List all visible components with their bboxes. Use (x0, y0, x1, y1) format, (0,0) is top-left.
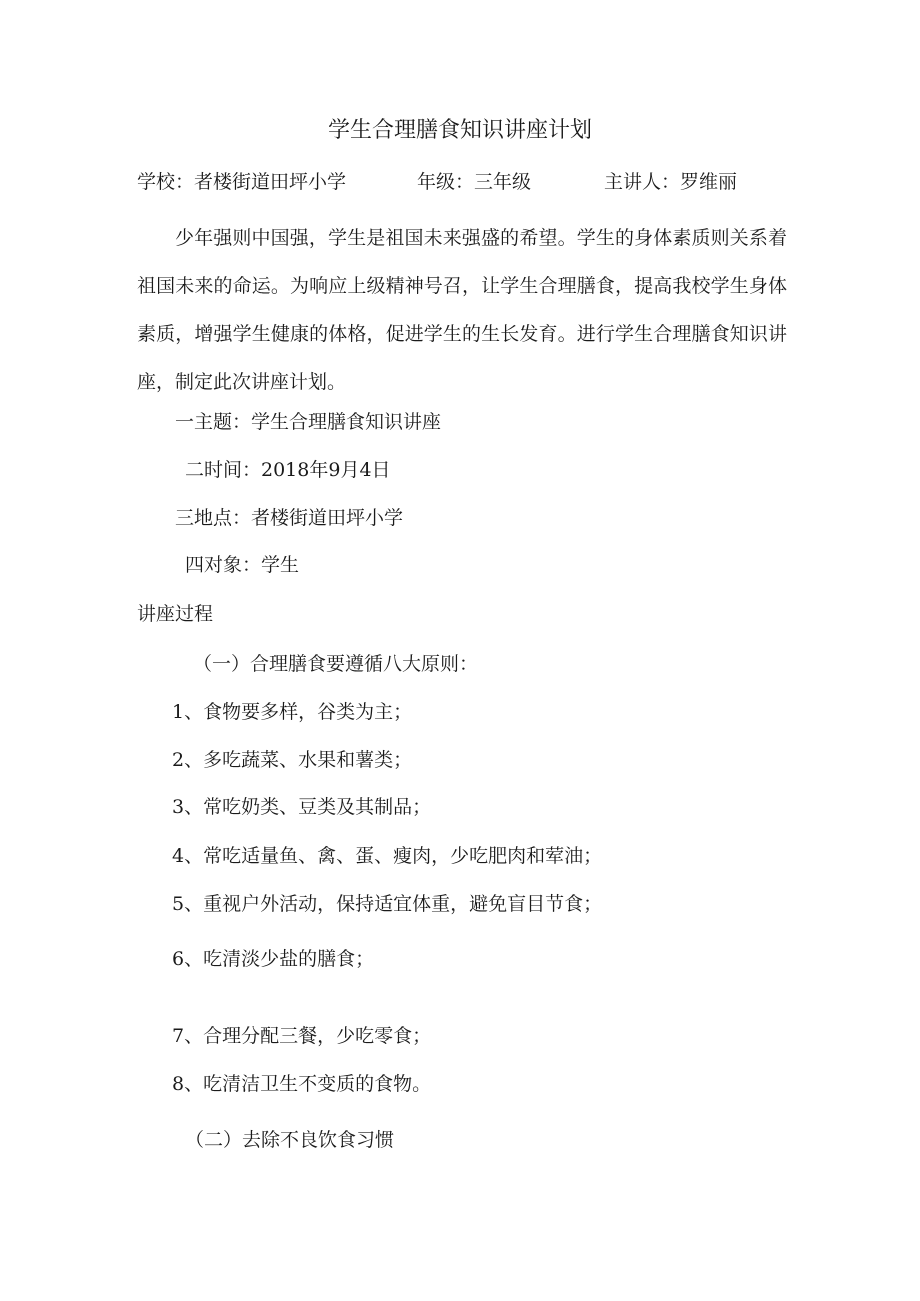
document-title: 学生合理膳食知识讲座计划 (327, 118, 592, 143)
meta-info-row (0, 169, 920, 195)
audience-item: 四对象：学生 (185, 554, 300, 576)
principle-item: 3、常吃奶类、豆类及其制品； (172, 796, 432, 818)
process-heading: 讲座过程 (137, 603, 214, 625)
section-heading-2: （二）去除不良饮食习惯 (185, 1129, 395, 1151)
speaker-label: 主讲人：罗维丽 (604, 171, 738, 193)
place-item: 三地点：者楼街道田坪小学 (175, 507, 404, 529)
principle-item: 6、吃清淡少盐的膳食； (172, 948, 375, 970)
topic-item: 一主题：学生合理膳食知识讲座 (175, 411, 442, 433)
principle-item: 5、重视户外活动，保持适宜体重，避免盲目节食； (172, 893, 603, 915)
principle-item: 1、食物要多样，谷类为主； (172, 701, 413, 723)
time-item: 二时间：2018年9月4日 (185, 459, 391, 481)
grade-label: 年级：三年级 (417, 171, 532, 193)
principle-item: 4、常吃适量鱼、禽、蛋、瘦肉，少吃肥肉和荤油； (172, 845, 603, 867)
intro-paragraph: 少年强则中国强，学生是祖国未来强盛的希望。学生的身体素质则关系着祖国未来的命运。为响应上级精神号召，让学生合理膳食，提高我校学生身体素质，增强学生健康的体格，促进学生的生长发育。进行学生合理膳食知识讲座，制定此次讲座计划。 (137, 227, 787, 393)
principle-item: 7、合理分配三餐，少吃零食； (172, 1025, 432, 1047)
principle-item: 2、多吃蔬菜、水果和薯类； (172, 749, 413, 771)
principle-item: 8、吃清洁卫生不变质的食物。 (172, 1073, 432, 1095)
school-label: 学校：者楼街道田坪小学 (137, 171, 347, 193)
section-heading-1: （一）合理膳食要遵循八大原则： (193, 653, 479, 675)
